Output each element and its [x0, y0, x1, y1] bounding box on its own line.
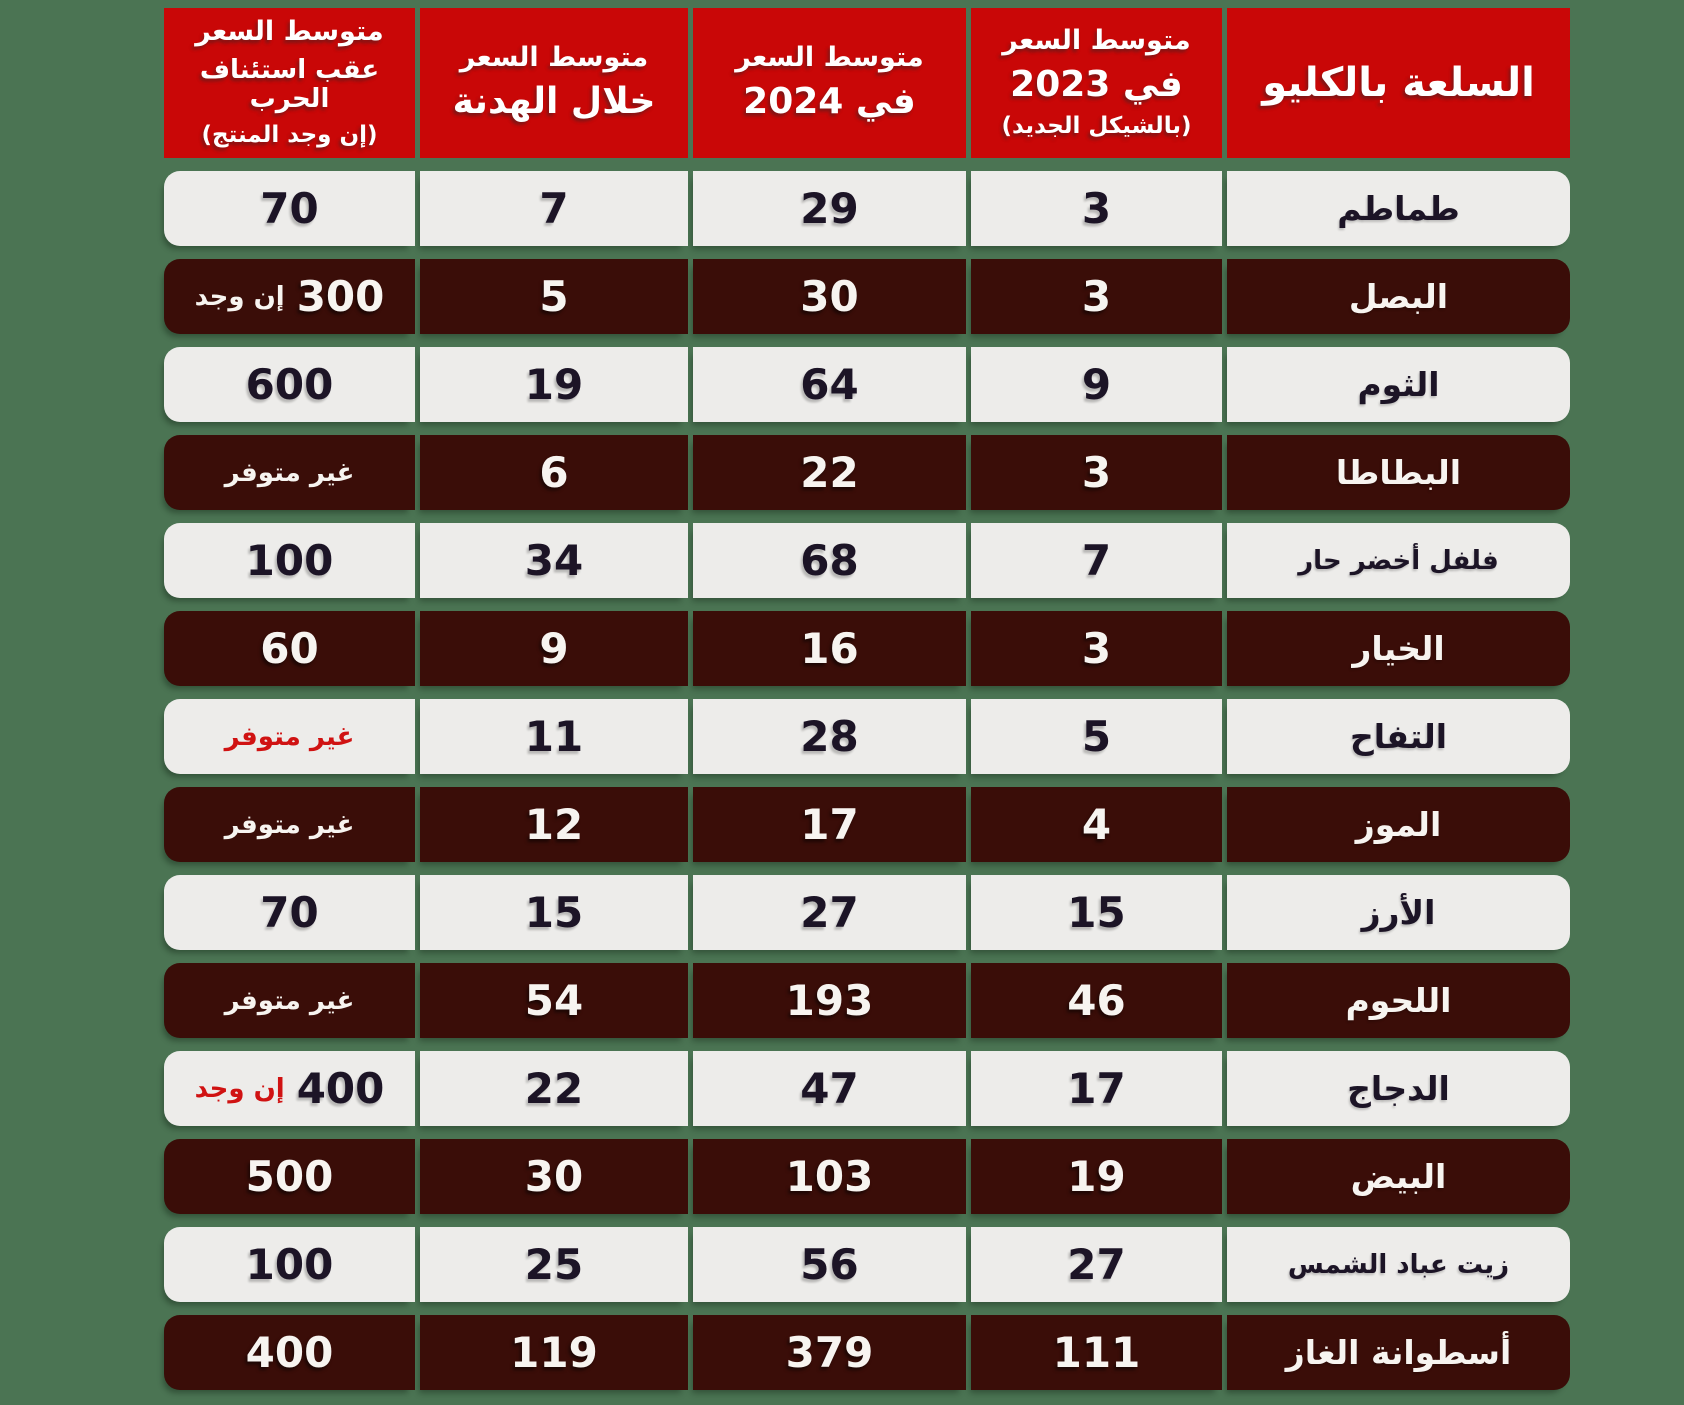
table-row: [164, 699, 1570, 774]
table-row: [164, 787, 1570, 862]
price-after-war-cell: [164, 1139, 415, 1214]
price-2023-value: 17: [1067, 1064, 1126, 1113]
commodity-cell: [1227, 259, 1570, 334]
price-2024-value: 16: [800, 624, 859, 673]
price-2024-value: 22: [800, 448, 859, 497]
price-after-war-cell: [164, 523, 415, 598]
price-2024-value: 17: [800, 800, 859, 849]
table-row: [164, 171, 1570, 246]
price-2024-cell: [693, 699, 966, 774]
price-2024-value: 29: [800, 184, 859, 233]
price-2023-value: 5: [1081, 712, 1112, 761]
table-row: [164, 523, 1570, 598]
price-2024-value: 28: [800, 712, 859, 761]
price-2023-cell: [971, 963, 1222, 1038]
price-2023-value: 9: [1081, 360, 1112, 409]
price-2023-cell: [971, 259, 1222, 334]
price-2024-cell: [693, 347, 966, 422]
price-after-war-cell: [164, 875, 415, 950]
table-row: [164, 1315, 1570, 1390]
price-after-war-cell: [164, 963, 415, 1038]
price-after-war-value: 100: [245, 536, 334, 585]
commodity-cell: [1227, 787, 1570, 862]
price-2024-value: 47: [800, 1064, 859, 1113]
price-2024-cell: [693, 963, 966, 1038]
commodity-cell: [1227, 523, 1570, 598]
table-row: [164, 963, 1570, 1038]
commodity-label: الدجاج: [1347, 1069, 1450, 1108]
price-truce-value: 25: [524, 1240, 584, 1289]
commodity-label: الخيار: [1352, 629, 1445, 668]
price-truce-cell: [420, 611, 688, 686]
price-2023-value: 3: [1081, 272, 1112, 321]
price-truce-cell: [420, 1315, 688, 1390]
price-2024-value: 27: [800, 888, 859, 937]
price-2023-cell: [971, 1315, 1222, 1390]
price-2023-value: 111: [1052, 1328, 1141, 1377]
price-2024-cell: [693, 1315, 966, 1390]
price-2024-cell: [693, 523, 966, 598]
price-2024-value: 64: [800, 360, 859, 409]
availability-note: إن وجد: [194, 1073, 285, 1104]
price-after-war-value: 400: [296, 1064, 385, 1113]
price-truce-cell: [420, 1227, 688, 1302]
price-2023-cell: [971, 1227, 1222, 1302]
price-truce-cell: [420, 963, 688, 1038]
commodity-cell: [1227, 1139, 1570, 1214]
commodity-cell: [1227, 963, 1570, 1038]
header-price-truce-line2: خلال الهدنة: [452, 81, 656, 123]
price-truce-value: 12: [524, 800, 584, 849]
header-price-truce: [420, 8, 688, 158]
price-2024-value: 103: [785, 1152, 874, 1201]
price-after-war-cell: [164, 699, 415, 774]
price-2023-value: 46: [1067, 976, 1126, 1025]
price-2023-value: 7: [1081, 536, 1112, 585]
price-after-war-cell: [164, 171, 415, 246]
header-price-2023-line1: متوسط السعر: [1002, 24, 1191, 56]
commodity-label: البيض: [1350, 1157, 1447, 1196]
commodity-label: فلفل أخضر حار: [1298, 545, 1499, 576]
price-2024-cell: [693, 171, 966, 246]
price-truce-cell: [420, 699, 688, 774]
price-truce-value: 54: [524, 976, 584, 1025]
price-comparison-table: [164, 8, 1570, 1390]
price-2023-value: 3: [1081, 624, 1112, 673]
header-price-truce-line1: متوسط السعر: [459, 42, 649, 74]
header-price-2023-line3: (بالشيكل الجديد): [1001, 113, 1192, 140]
price-truce-value: 9: [539, 624, 569, 673]
commodity-cell: [1227, 1315, 1570, 1390]
price-truce-cell: [420, 347, 688, 422]
price-truce-value: 15: [524, 888, 584, 937]
price-2024-cell: [693, 1227, 966, 1302]
price-2023-value: 3: [1081, 448, 1112, 497]
price-2023-cell: [971, 347, 1222, 422]
price-after-war-value: 70: [260, 888, 319, 937]
price-truce-value: 22: [524, 1064, 584, 1113]
price-truce-value: 19: [524, 360, 584, 409]
header-price-2024-line1: متوسط السعر: [735, 42, 924, 74]
price-2024-cell: [693, 1051, 966, 1126]
availability-note: إن وجد: [194, 281, 285, 312]
price-after-war-cell: [164, 1227, 415, 1302]
commodity-label: الأرز: [1361, 893, 1436, 932]
price-2024-cell: [693, 1139, 966, 1214]
price-after-war-value: غير متوفر: [224, 457, 355, 488]
table-row: [164, 347, 1570, 422]
price-2024-cell: [693, 787, 966, 862]
table-row: [164, 1227, 1570, 1302]
price-after-war-value: غير متوفر: [224, 809, 355, 840]
price-2023-value: 27: [1067, 1240, 1126, 1289]
price-2023-cell: [971, 435, 1222, 510]
price-truce-value: 30: [524, 1152, 584, 1201]
price-2024-value: 30: [800, 272, 859, 321]
price-2023-cell: [971, 171, 1222, 246]
commodity-cell: [1227, 347, 1570, 422]
price-truce-cell: [420, 523, 688, 598]
commodity-label: التفاح: [1349, 717, 1448, 756]
price-2023-cell: [971, 1139, 1222, 1214]
header-price-after-war: [164, 8, 415, 158]
price-after-war-cell: [164, 347, 415, 422]
price-2024-value: 379: [785, 1328, 874, 1377]
table-row: [164, 1139, 1570, 1214]
price-after-war-value: 70: [260, 184, 319, 233]
price-2023-value: 15: [1067, 888, 1126, 937]
price-truce-cell: [420, 435, 688, 510]
price-truce-cell: [420, 1139, 688, 1214]
price-after-war-cell: [164, 1315, 415, 1390]
commodity-label: زيت عباد الشمس: [1287, 1249, 1510, 1280]
price-2024-value: 68: [800, 536, 859, 585]
price-2023-cell: [971, 875, 1222, 950]
price-after-war-value: 600: [245, 360, 334, 409]
price-after-war-cell: [164, 259, 415, 334]
price-2024-value: 56: [800, 1240, 859, 1289]
price-truce-cell: [420, 1051, 688, 1126]
commodity-label: الثوم: [1357, 365, 1440, 404]
price-truce-value: 34: [524, 536, 584, 585]
commodity-label: البصل: [1348, 277, 1449, 316]
price-truce-value: 11: [524, 712, 584, 761]
price-after-war-value: 300: [296, 272, 385, 321]
price-2023-cell: [971, 787, 1222, 862]
price-truce-value: 5: [539, 272, 569, 321]
price-after-war-value: غير متوفر: [224, 985, 355, 1016]
price-after-war-value: غير متوفر: [224, 721, 355, 752]
price-2023-value: 19: [1067, 1152, 1126, 1201]
price-truce-value: 119: [510, 1328, 598, 1377]
table-row: [164, 435, 1570, 510]
header-price-after-war-line1: متوسط السعر: [195, 15, 384, 47]
commodity-cell: [1227, 611, 1570, 686]
price-2023-value: 3: [1081, 184, 1112, 233]
commodity-label: الموز: [1355, 805, 1442, 844]
commodity-cell: [1227, 1227, 1570, 1302]
commodity-cell: [1227, 699, 1570, 774]
price-truce-cell: [420, 259, 688, 334]
price-2023-cell: [971, 1051, 1222, 1126]
table-row: [164, 875, 1570, 950]
price-after-war-cell: [164, 787, 415, 862]
price-after-war-value: 60: [260, 624, 319, 673]
commodity-cell: [1227, 875, 1570, 950]
price-truce-cell: [420, 787, 688, 862]
commodity-cell: [1227, 171, 1570, 246]
price-truce-cell: [420, 875, 688, 950]
price-after-war-value: 500: [245, 1152, 334, 1201]
price-after-war-cell: [164, 1051, 415, 1126]
price-truce-value: 7: [539, 184, 569, 233]
table-row: [164, 259, 1570, 334]
price-after-war-cell: [164, 611, 415, 686]
header-commodity-label: السلعة بالكليو: [1262, 59, 1535, 106]
price-after-war-cell: [164, 435, 415, 510]
header-price-2023-line2: في 2023: [1010, 64, 1183, 106]
commodity-label: اللحوم: [1345, 981, 1452, 1020]
price-truce-value: 6: [539, 448, 569, 497]
commodity-cell: [1227, 1051, 1570, 1126]
header-price-after-war-line2: عقب استئناف الحرب: [199, 55, 380, 115]
price-2024-cell: [693, 435, 966, 510]
price-2024-cell: [693, 611, 966, 686]
price-2023-value: 4: [1081, 800, 1112, 849]
commodity-label: البطاطا: [1335, 453, 1462, 492]
header-price-2024-line2: في 2024: [743, 81, 916, 123]
price-2024-value: 193: [785, 976, 874, 1025]
price-after-war-value: 100: [245, 1240, 334, 1289]
price-after-war-value: 400: [245, 1328, 334, 1377]
price-2023-cell: [971, 699, 1222, 774]
commodity-label: أسطوانة الغاز: [1285, 1333, 1512, 1372]
header-price-2024: [693, 8, 966, 158]
header-price-after-war-line3: (إن وجد المنتج): [201, 122, 378, 149]
price-2023-cell: [971, 523, 1222, 598]
price-2024-cell: [693, 875, 966, 950]
commodity-label: طماطم: [1337, 189, 1460, 228]
table-row: [164, 1051, 1570, 1126]
table-header-row: [164, 8, 1570, 158]
price-2024-cell: [693, 259, 966, 334]
price-2023-cell: [971, 611, 1222, 686]
header-price-2023: [971, 8, 1222, 158]
commodity-cell: [1227, 435, 1570, 510]
price-truce-cell: [420, 171, 688, 246]
table-row: [164, 611, 1570, 686]
header-commodity: [1227, 8, 1570, 158]
